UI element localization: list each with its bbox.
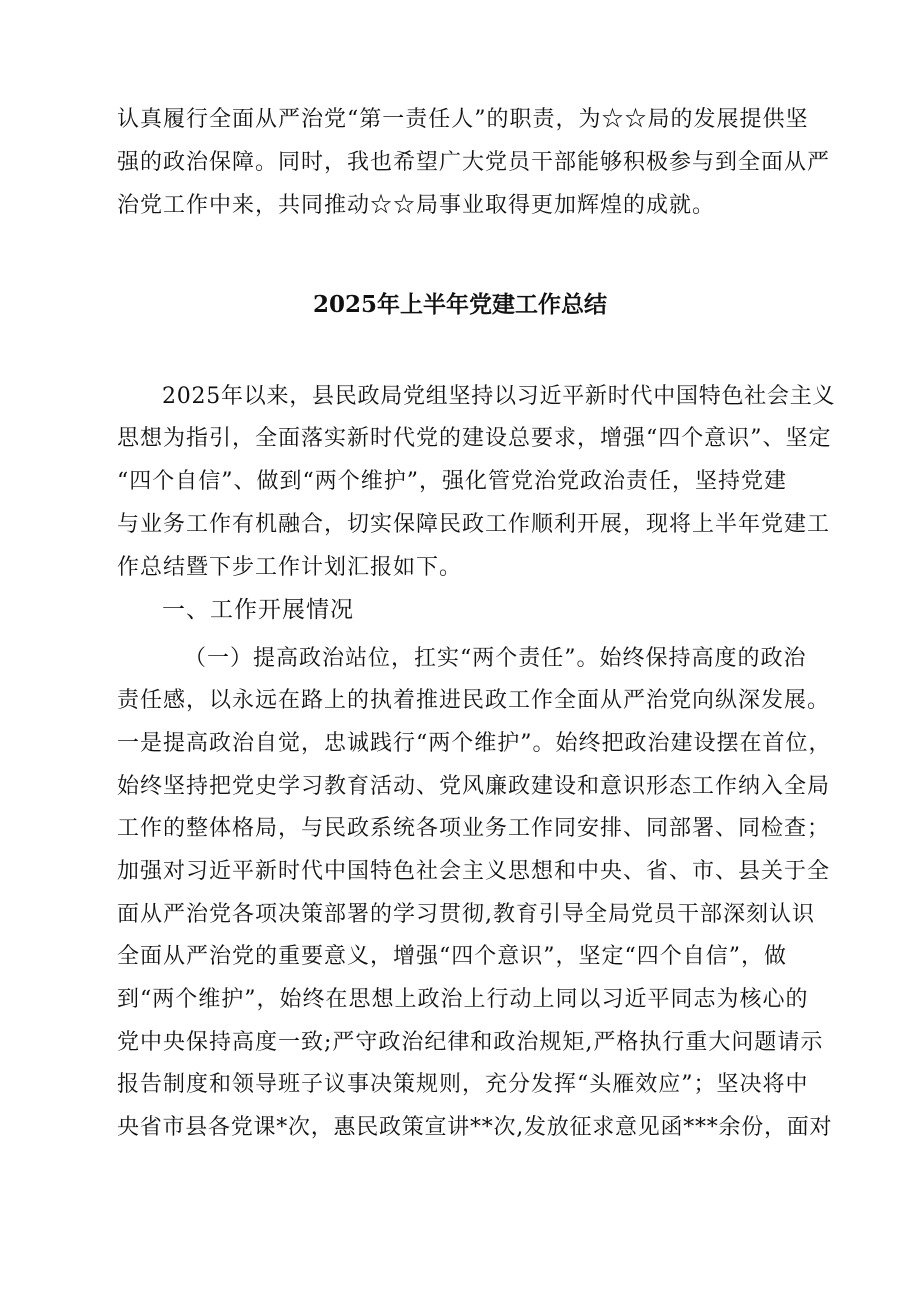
text-line: 加强对习近平新时代中国特色社会主义思想和中央、省、市、县关于全 (117, 859, 831, 884)
text-line: 思想为指引，全面落实新时代党的建设总要求，增强“四个意识”、坚定 (117, 426, 832, 451)
text-line: 责任感，以永远在路上的执着推进民政工作全面从严治党向纵深发展。 (117, 688, 831, 713)
text-line: 报告制度和领导班子议事决策规则，充分发挥“头雁效应”；坚决将中 (117, 1072, 809, 1097)
text-line: 与业务工作有机融合，切实保障民政工作顺利开展，现将上半年党建工 (117, 512, 831, 537)
section-heading: 一、工作开展情况 (162, 597, 354, 623)
page-title: 2025年上半年党建工作总结 (312, 291, 607, 318)
text-line: 面从严治党各项决策部署的学习贯彻,教育引导全局党员干部深刻认识 (117, 902, 815, 927)
text-line: （一）提高政治站位，扛实“两个责任”。始终保持高度的政治 (184, 646, 807, 671)
text-line: 党中央保持高度一致;严守政治纪律和政治规矩,严格执行重大问题请示 (117, 1030, 824, 1055)
text-line: 强的政治保障。同时，我也希望广大党员干部能够积极参与到全面从严 (117, 150, 831, 175)
text-line: 到“两个维护”，始终在思想上政治上行动上同以习近平同志为核心的 (117, 987, 809, 1012)
text-line: 作总结暨下步工作计划汇报如下。 (117, 555, 463, 580)
text-line: “四个自信”、做到“两个维护”，强化管党治党政治责任，坚持党建 (117, 469, 787, 494)
text-line: 认真履行全面从严治党“第一责任人”的职责，为☆☆局的发展提供坚 (117, 107, 809, 132)
text-line: 全面从严治党的重要意义，增强“四个意识”，坚定“四个自信”，做 (117, 944, 787, 969)
text-line: 央省市县各党课*次，惠民政策宣讲**次,发放征求意见函***余份，面对 (117, 1115, 833, 1140)
text-line: 工作的整体格局，与民政系统各项业务工作同安排、同部署、同检查； (117, 816, 831, 841)
text-line: 始终坚持把党史学习教育活动、党风廉政建设和意识形态工作纳入全局 (117, 774, 831, 799)
text-line: 治党工作中来，共同推动☆☆局事业取得更加辉煌的成就。 (117, 193, 716, 218)
text-line: 一是提高政治自觉，忠诚践行“两个维护”。始终把政治建设摆在首位， (117, 731, 832, 756)
text-line: 2025年以来，县民政局党组坚持以习近平新时代中国特色社会主义 (162, 384, 836, 409)
